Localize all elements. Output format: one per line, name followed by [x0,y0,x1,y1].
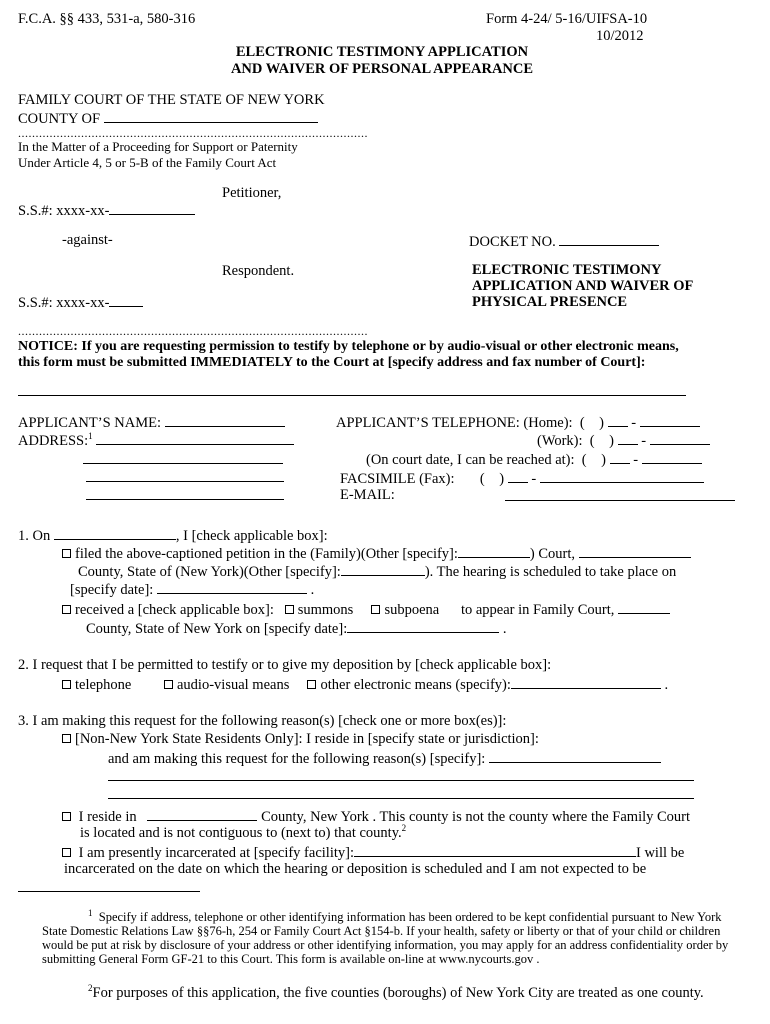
petitioner-label: Petitioner, [222,185,282,201]
home-number-field[interactable] [640,412,700,427]
reside-text-a: I reside in [78,809,137,825]
docket-number-field[interactable] [559,231,659,246]
item1-row [18,525,328,545]
home-prefix-field[interactable] [608,412,628,427]
reason-field-2[interactable] [108,780,694,781]
filed-petition-checkbox[interactable] [62,549,71,558]
petitioner-ss-label: S.S.#: xxxx-xx- [18,203,110,219]
applicant-name-label: APPLICANT’S NAME: [18,415,161,431]
subpoena-checkbox[interactable] [371,605,380,614]
hearing-date-row [70,579,314,599]
footnote-1-text: Specify if address, telephone or other identifying information has been ordered to be kept confidential pursuant to New York State Domestic Relations Law §§76-h, 254 or Family Court Act §154-b. If your health, safety or liberty or that of your child or children would be put at risk by disclosure of your address or other identifying information, you may apply for an address confidentiality order by submitting General Form GF-21 to this Court. This form is available on-line at www.nycourts.gov . [42,910,729,966]
other-electronic-option-label: other electronic means (specify): [320,677,511,693]
received-checkbox[interactable] [62,605,71,614]
address-field-2[interactable] [83,463,283,464]
subpoena-label: subpoena [384,602,440,618]
paren-close: ) [599,415,604,431]
incarcerated-text-a: I am presently incarcerated at [specify facility]: [78,845,354,861]
item2-text: 2. I request that I be permitted to testify or to give my deposition by [check applicable box]: [18,657,552,673]
fax-row [340,468,704,488]
telephone-option-label: telephone [75,677,132,693]
dash: - [531,471,537,487]
reason-row [108,748,661,768]
applicant-name-field[interactable] [165,412,285,427]
other-court-field[interactable] [458,543,530,558]
received-text: received a [check applicable box]: [75,602,274,618]
summons-checkbox[interactable] [285,605,294,614]
email-row [340,486,395,504]
caption-dotted-divider-bottom: .................................................................................................... [18,324,368,338]
address-field-3[interactable] [86,481,284,482]
side-title-line2: APPLICATION AND WAIVER OF [472,278,694,294]
fax-number-field[interactable] [540,468,704,483]
reason-field-3[interactable] [108,798,694,799]
other-electronic-checkbox[interactable] [307,680,316,689]
paren-close: ) [601,452,606,468]
nonresident-text: [Non-New York State Residents Only]: I reside in [specify state or jurisdiction]: [75,731,539,747]
court-name: FAMILY COURT OF THE STATE OF NEW YORK [18,92,325,108]
petitioner-ss-field[interactable] [109,200,195,215]
telephone-home-label: APPLICANT’S TELEPHONE: (Home): [336,415,573,431]
respondent-ss-field[interactable] [109,292,143,307]
email-label: E-MAIL: [340,487,395,503]
matter-line1: In the Matter of a Proceeding for Support or Paternity [18,139,298,154]
paren-open: ( [581,452,587,468]
form-number: Form 4-24/ 5-16/UIFSA-10 [486,11,648,27]
incarcerated-row [62,842,684,862]
footnote-2-number: 2 [88,983,93,994]
email-field[interactable] [505,500,735,501]
hearing-date-label: [specify date]: [70,582,154,598]
paren-open: ( [579,415,585,431]
filed-petition-row [62,543,691,563]
caption-dotted-divider: .................................................................................................... [18,126,368,140]
footnote-1 [42,907,744,966]
against-label: -against- [62,232,113,248]
filed-county-text-b: ). The hearing is scheduled to take place on [424,564,677,580]
incarcerated-text-b: I will be [635,845,685,861]
filed-county-row [78,561,676,581]
appear-county-field[interactable] [618,599,670,614]
fax-label: FACSIMILE (Fax): [340,471,455,487]
item1-number: 1. On [18,528,51,544]
side-title-line1: ELECTRONIC TESTIMONY [472,262,662,278]
item1-instruction: , I [check applicable box]: [175,528,328,544]
footnote-2-text: For purposes of this application, the five counties (boroughs) of New York City are treated as one county. [92,985,704,1001]
reason-label: and am making this request for the following reason(s) [specify]: [108,751,486,767]
summons-label: summons [297,602,354,618]
form-date: 10/2012 [596,28,644,44]
period: . [502,621,507,637]
located-footnote-ref: 2 [401,823,407,834]
petitioner-ss-row [18,200,195,220]
fax-prefix-field[interactable] [508,468,528,483]
address-label: ADDRESS: [18,433,89,449]
appear-date-field[interactable] [347,618,499,633]
received-county-text: County, State of New York on [specify date]: [86,621,348,637]
address-footnote-ref: 1 [88,431,93,442]
docket-label: DOCKET NO. [469,234,556,250]
incarcerated-checkbox[interactable] [62,848,71,857]
audio-visual-checkbox[interactable] [164,680,173,689]
paren-close: ) [609,433,614,449]
filed-county-text-a: County, State of (New York)(Other [specify]: [78,564,341,580]
located-row [80,824,406,842]
court-county-field[interactable] [579,543,691,558]
reside-county-checkbox[interactable] [62,812,71,821]
respondent-ss-label: S.S.#: xxxx-xx- [18,295,110,311]
work-prefix-field[interactable] [618,430,638,445]
hearing-date-field[interactable] [157,579,307,594]
located-text: is located and is not contiguous to (next to) that county. [80,825,402,841]
applicant-name-row [18,412,285,432]
dash: - [631,415,637,431]
paren-open: ( [589,433,595,449]
reason-field-1[interactable] [489,748,661,763]
incarcerated-text-c: incarcerated on the date on which the hearing or deposition is scheduled and I am not expected to be [64,861,647,877]
court-address-field[interactable] [18,395,686,396]
reside-row [62,806,690,826]
footnote-1-number: 1 [88,907,93,918]
filed-petition-text-a: filed the above-captioned petition in the (Family)(Other [specify]: [75,546,458,562]
address-field-4[interactable] [86,499,284,500]
other-state-field[interactable] [341,561,425,576]
dash: - [641,433,647,449]
facility-field[interactable] [354,842,636,857]
notice-line2: this form must be submitted IMMEDIATELY to the Court at [specify address and fax number of Court]: [18,355,646,370]
audio-visual-option-label: audio-visual means [177,677,290,693]
nonresident-checkbox[interactable] [62,734,71,743]
address-row [18,430,294,450]
nonresident-row [62,730,539,748]
other-electronic-field[interactable] [511,674,661,689]
appear-text: to appear in Family Court, [460,602,615,618]
footnote-2 [88,984,704,1002]
docket-row [469,231,659,251]
court-date-phone-label: (On court date, I can be reached at): [366,452,575,468]
address-field-1[interactable] [96,430,294,445]
filed-petition-text-b: ) Court, [529,546,576,562]
reside-county-field[interactable] [147,806,257,821]
matter-line2: Under Article 4, 5 or 5-B of the Family Court Act [18,155,277,170]
telephone-checkbox[interactable] [62,680,71,689]
telephone-work-label: (Work): [537,433,583,449]
received-county-row [86,618,506,638]
dash: - [633,452,639,468]
court-date-prefix-field[interactable] [610,449,630,464]
side-title-line3: PHYSICAL PRESENCE [472,294,628,310]
form-title-line1: ELECTRONIC TESTIMONY APPLICATION [235,44,529,60]
form-title-line2: AND WAIVER OF PERSONAL APPEARANCE [230,61,534,77]
reside-text-b: County, New York . This county is not the county where the Family Court [261,809,691,825]
period: . [664,677,669,693]
respondent-label: Respondent. [222,263,295,279]
item1-date-field[interactable] [54,525,176,540]
notice-line1: NOTICE: If you are requesting permission to testify by telephone or by audio-visual or other electronic means, [18,339,679,354]
statute-reference: F.C.A. §§ 433, 531-a, 580-316 [18,11,196,27]
court-date-number-field[interactable] [642,449,702,464]
county-label: COUNTY OF [18,111,101,127]
received-row [62,599,670,619]
court-date-phone-row [366,449,702,469]
paren-close: ) [499,471,505,487]
county-field[interactable] [104,108,318,123]
work-number-field[interactable] [650,430,710,445]
footnote-separator [18,891,200,892]
paren-open: ( [479,471,485,487]
telephone-home-row [336,412,700,432]
period: . [310,582,315,598]
telephone-work-row [537,430,710,450]
item2-options-row [62,674,668,694]
item3-text: 3. I am making this request for the following reason(s) [check one or more box(es)]: [18,713,507,729]
respondent-ss-row [18,292,143,312]
